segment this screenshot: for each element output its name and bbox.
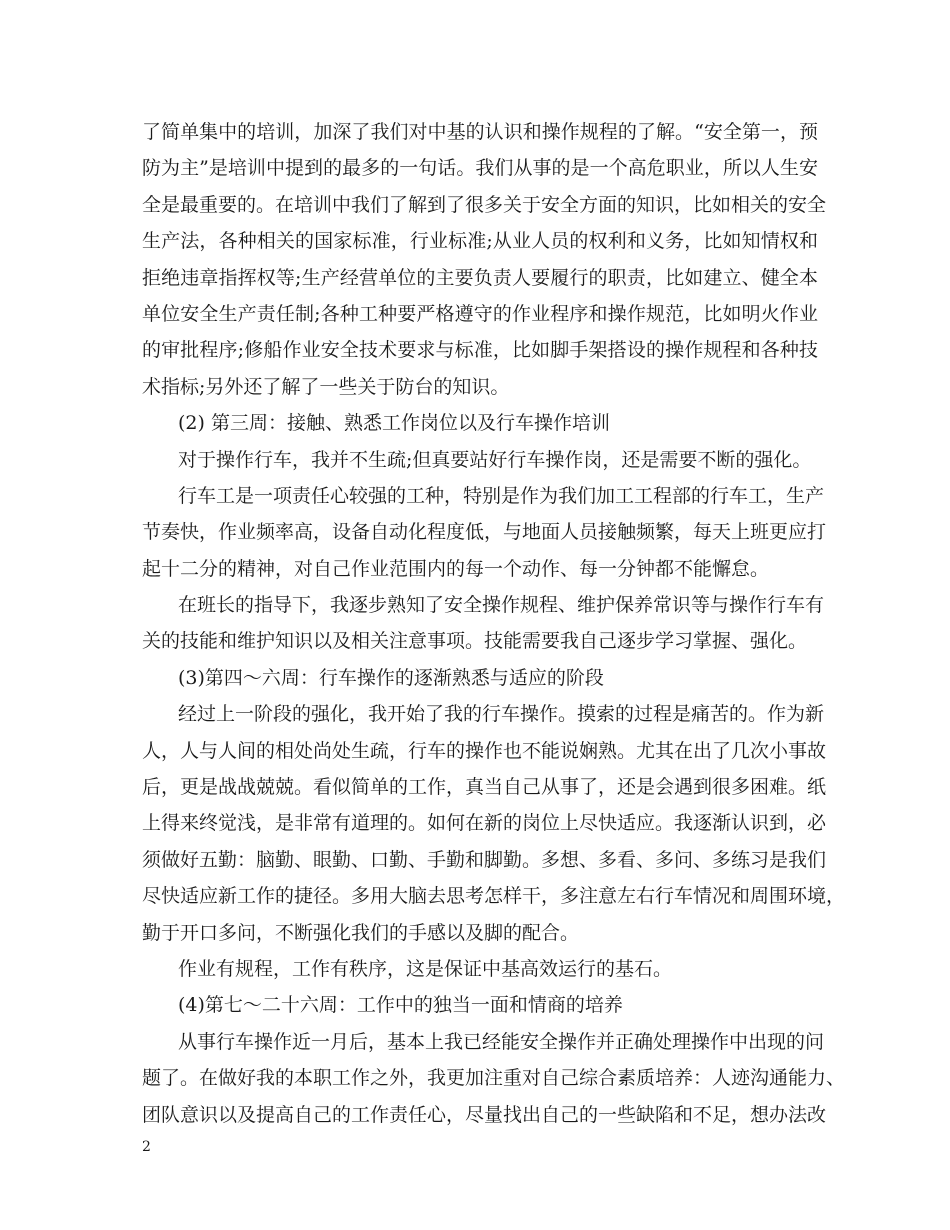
text-line: 了简单集中的培训，加深了我们对中基的认识和操作规程的了解。“安全第一，预 — [142, 121, 818, 143]
text-line: 生产法，各种相关的国家标准，行业标准;从业人员的权利和义务，比如知情权和 — [142, 230, 818, 253]
text-line: 从事行车操作近一月后，基本上我已经能安全操作并正确处理操作中出现的问 — [178, 1030, 825, 1053]
text-line: (2) 第三周：接触、熟悉工作岗位以及行车操作培训 — [178, 412, 610, 435]
text-line: 的审批程序;修船作业安全技术要求与标准，比如脚手架搭设的操作规程和各种技 — [142, 339, 818, 362]
text-line: 在班长的指导下，我逐步熟知了安全操作规程、维护保养常识等与操作行车有 — [178, 594, 825, 617]
text-line: 拒绝违章指挥权等;生产经营单位的主要负责人要履行的职责，比如建立、健全本 — [142, 266, 818, 289]
text-line: 人，人与人间的相处尚处生疏，行车的操作也不能说娴熟。尤其在出了几次小事故 — [142, 739, 827, 762]
body-text — [142, 114, 846, 1133]
text-line: 团队意识以及提高自己的工作责任心，尽量找出自己的一些缺陷和不足，想办法改 — [142, 1103, 827, 1126]
text-line: 经过上一阶段的强化，我开始了我的行车操作。摸索的过程是痛苦的。作为新 — [178, 703, 825, 726]
text-line: 起十二分的精神，对自己作业范围内的每一个动作、每一分钟都不能懈怠。 — [142, 557, 770, 580]
text-line: 勤于开口多问，不断强化我们的手感以及脚的配合。 — [142, 921, 580, 944]
text-line: 作业有规程，工作有秩序，这是保证中基高效运行的基石。 — [178, 957, 673, 980]
text-line: 术指标;另外还了解了一些关于防台的知识。 — [142, 375, 510, 398]
text-line: (4)第七～二十六周：工作中的独当一面和情商的培养 — [178, 994, 623, 1017]
text-line: 节奏快，作业频率高，设备自动化程度低，与地面人员接触频繁，每天上班更应打 — [142, 521, 827, 544]
text-line: 对于操作行车，我并不生疏;但真要站好行车操作岗，还是需要不断的强化。 — [178, 448, 812, 471]
text-line: 关的技能和维护知识以及相关注意事项。技能需要我自己逐步学习掌握、强化。 — [142, 630, 808, 653]
text-line: 后，更是战战兢兢。看似简单的工作，真当自己从事了，还是会遇到很多困难。纸 — [142, 776, 827, 799]
page-number: 2 — [142, 1139, 151, 1155]
text-line: 上得来终觉浅，是非常有道理的。如何在新的岗位上尽快适应。我逐渐认识到，必 — [142, 812, 827, 835]
text-line: 尽快适应新工作的捷径。多用大脑去思考怎样干，多注意左右行车情况和周围环境， — [142, 885, 846, 908]
text-line: 全是最重要的。在培训中我们了解到了很多关于安全方面的知识，比如相关的安全 — [142, 193, 827, 216]
text-line: 题了。在做好我的本职工作之外，我更加注重对自己综合素质培养：人迹沟通能力、 — [142, 1067, 846, 1090]
text-line: 行车工是一项责任心较强的工种，特别是作为我们加工工程部的行车工，生产 — [178, 484, 825, 507]
text-line: 单位安全生产责任制;各种工种要严格遵守的作业程序和操作规范，比如明火作业 — [142, 302, 818, 325]
text-line: (3)第四～六周：行车操作的逐渐熟悉与适应的阶段 — [178, 666, 604, 689]
text-line: 须做好五勤：脑勤、眼勤、口勤、手勤和脚勤。多想、多看、多问、多练习是我们 — [142, 848, 827, 871]
text-line: 防为主”是培训中提到的最多的一句话。我们从事的是一个高危职业，所以人生安 — [142, 157, 818, 180]
